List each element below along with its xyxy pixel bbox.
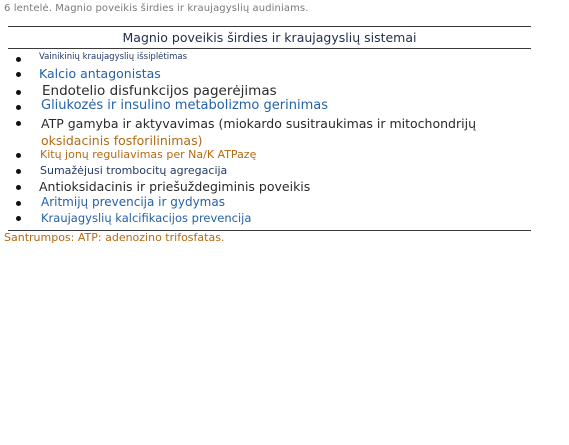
bullet-icon: [16, 121, 21, 126]
bullet-icon: [16, 57, 21, 62]
list-item-label: Kraujagyslių kalcifikacijos prevencija: [41, 211, 252, 225]
bullet-icon: [16, 72, 21, 77]
bullet-icon: [16, 216, 21, 221]
bullet-icon: [16, 90, 21, 95]
list-item-label: Endotelio disfunkcijos pagerėjimas: [42, 83, 277, 99]
table-top-rule: [8, 26, 531, 27]
abbreviations-footnote: Santrumpos: ATP: adenozino trifosfatas.: [4, 231, 225, 244]
bullet-icon: [16, 169, 21, 174]
table-title: Magnio poveikis širdies ir kraujagyslių sistemai: [122, 30, 417, 45]
bullet-icon: [16, 105, 21, 110]
atp-label-part2: oksidacinis fosforilinimas): [41, 133, 203, 148]
bullet-icon: [16, 185, 21, 190]
list-item-label: Aritmijų prevencija ir gydymas: [41, 195, 225, 209]
list-item-label: [41, 115, 481, 149]
list-item-label: Kitų jonų reguliavimas per Na/K ATPazę: [40, 148, 257, 161]
bullet-icon: [16, 153, 21, 158]
atp-label-part1: ATP gamyba ir aktyvavimas (miokardo susitraukimas ir mitochondrijų: [41, 116, 476, 131]
table-header-rule: [8, 48, 531, 49]
list-item-label: Kalcio antagonistas: [39, 66, 161, 81]
list-item-label: Vainikinių kraujagyslių išsiplėtimas: [39, 52, 188, 62]
bullet-icon: [16, 201, 21, 206]
list-item-label: Gliukozės ir insulino metabolizmo gerinimas: [41, 98, 328, 113]
list-item-label: Antioksidacinis ir priešuždegiminis poveikis: [39, 179, 311, 194]
list-item-label: Sumažėjusi trombocitų agregacija: [40, 164, 228, 177]
table-caption: 6 lentelė. Magnio poveikis širdies ir kraujagyslių audiniams.: [4, 3, 309, 14]
